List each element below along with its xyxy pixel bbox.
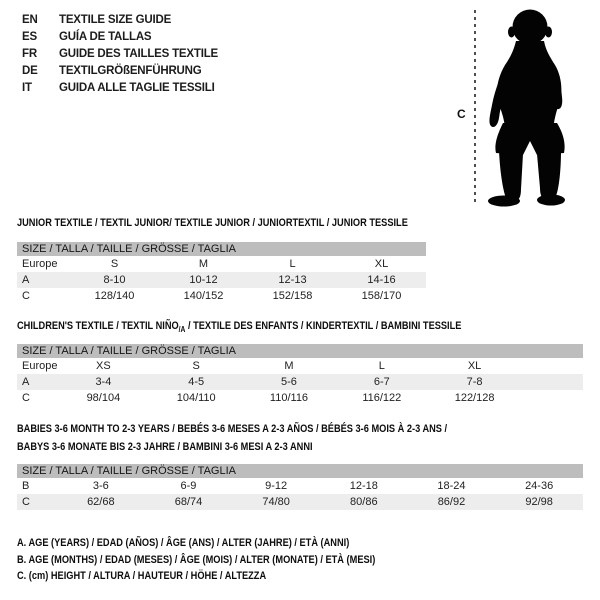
- size-value-cell: XS: [96, 360, 111, 372]
- spacer-cell: [521, 374, 583, 390]
- language-row: [22, 12, 218, 29]
- section-title-junior: JUNIOR TEXTILE / TEXTIL JUNIOR/ TEXTILE JUNIOR / JUNIORTEXTIL / JUNIOR TESSILE: [17, 217, 408, 229]
- babies-size-table: [17, 464, 583, 510]
- legend-line-a: A. AGE (YEARS) / EDAD (AÑOS) / ÂGE (ANS) / ALTER (JAHRE) / ETÀ (ANNI): [17, 537, 350, 549]
- language-code: IT: [22, 82, 32, 94]
- size-value-cell: 6-9: [180, 480, 197, 492]
- size-value-cell: 8-10: [70, 272, 159, 288]
- legend: [17, 535, 375, 585]
- legend-line-b: B. AGE (MONTHS) / EDAD (MESES) / ÂGE (MOIS) / ALTER (MONATE) / ETÀ (MESI): [17, 553, 376, 566]
- size-value-cell: 3-6: [92, 480, 109, 492]
- size-value-cell: S: [110, 258, 119, 270]
- size-value-cell: 4-5: [150, 374, 243, 390]
- size-value-cell: L: [289, 258, 296, 270]
- language-guide-title: TEXTILGRÖßENFÜHRUNG: [59, 65, 202, 77]
- size-value-cell: 98/104: [86, 392, 121, 404]
- table-row: [17, 390, 583, 406]
- section-title-babies-line2: BABYS 3-6 MONATE BIS 2-3 JAHRE / BAMBINI 3-6 MESI A 2-3 ANNI: [17, 441, 313, 453]
- size-value-cell: 3-4: [57, 374, 150, 390]
- table-row: [17, 358, 583, 374]
- language-code: FR: [22, 48, 37, 60]
- table-row: [17, 494, 583, 510]
- row-label-cell: C: [17, 494, 57, 510]
- size-header-cell: SIZE / TALLA / TAILLE / GRÖSSE / TAGLIA: [17, 242, 426, 256]
- language-row: [22, 80, 218, 97]
- size-value-cell: 10-12: [159, 272, 248, 288]
- size-value-cell: 6-7: [335, 374, 428, 390]
- language-guide-title: TEXTILE SIZE GUIDE: [59, 14, 172, 26]
- table-row: [17, 288, 426, 304]
- language-guide-title: GUIDE DES TAILLES TEXTILE: [59, 48, 218, 60]
- row-label-cell: A: [17, 272, 70, 288]
- size-value-cell: 80/86: [320, 494, 408, 510]
- table-row: [17, 374, 583, 390]
- size-value-cell: L: [378, 360, 385, 372]
- table-row: [17, 478, 583, 494]
- children-size-table: [17, 344, 583, 406]
- size-value-cell: 9-12: [265, 480, 288, 492]
- size-value-cell: 24-36: [525, 480, 554, 492]
- size-header-row: [17, 242, 426, 256]
- size-value-cell: 140/152: [183, 290, 224, 302]
- size-value-cell: M: [284, 360, 294, 372]
- section-title-babies: [17, 420, 447, 456]
- language-guide-title: GUIDA ALLE TAGLIE TESSILI: [59, 82, 215, 94]
- size-value-cell: 152/158: [272, 290, 313, 302]
- size-value-cell: 116/122: [362, 392, 402, 404]
- language-code: EN: [22, 14, 38, 26]
- size-header-cell: SIZE / TALLA / TAILLE / GRÖSSE / TAGLIA: [17, 344, 583, 358]
- spacer-cell: [521, 390, 583, 406]
- size-value-cell: 128/140: [94, 290, 135, 302]
- language-guide-title: GUÍA DE TALLAS: [59, 31, 152, 43]
- height-measure-dashed-line: [474, 10, 476, 206]
- section-title-children-post: / TEXTILE DES ENFANTS / KINDERTEXTIL / BAMBINI TESSILE: [185, 320, 462, 332]
- size-value-cell: XL: [374, 258, 389, 270]
- size-value-cell: XL: [467, 360, 482, 372]
- row-label-cell: B: [22, 480, 30, 492]
- size-header-cell: SIZE / TALLA / TAILLE / GRÖSSE / TAGLIA: [17, 464, 583, 478]
- size-value-cell: 104/110: [176, 392, 216, 404]
- row-label-cell: A: [17, 374, 57, 390]
- language-row: [22, 29, 218, 46]
- size-value-cell: 74/80: [232, 494, 320, 510]
- language-row: [22, 63, 218, 80]
- size-value-cell: 158/170: [361, 290, 402, 302]
- language-code: ES: [22, 31, 37, 43]
- section-title-children: [17, 320, 461, 334]
- table-row: [17, 272, 426, 288]
- legend-line-c: C. (cm) HEIGHT / ALTURA / HAUTEUR / HÖHE / ALTEZZA: [17, 570, 267, 582]
- junior-size-table: [17, 242, 426, 304]
- language-code: DE: [22, 65, 38, 77]
- size-value-cell: 14-16: [337, 272, 426, 288]
- spacer-cell: [521, 358, 583, 374]
- section-title-children-sub: /A: [178, 325, 186, 335]
- size-value-cell: 62/68: [57, 494, 145, 510]
- size-value-cell: 5-6: [243, 374, 336, 390]
- size-value-cell: S: [192, 360, 200, 372]
- row-label-cell: C: [22, 290, 30, 302]
- size-value-cell: 12-18: [349, 480, 378, 492]
- size-value-cell: 18-24: [437, 480, 466, 492]
- size-value-cell: 7-8: [428, 374, 521, 390]
- size-value-cell: 92/98: [495, 494, 583, 510]
- size-header-row: [17, 344, 583, 358]
- section-title-children-pre: CHILDREN'S TEXTILE / TEXTIL NIÑO: [17, 320, 179, 332]
- size-header-row: [17, 464, 583, 478]
- row-label-cell: Europe: [22, 360, 57, 372]
- row-label-cell: Europe: [22, 258, 58, 270]
- language-title-list: [22, 12, 218, 97]
- size-value-cell: 110/116: [269, 392, 309, 404]
- size-value-cell: 86/92: [408, 494, 496, 510]
- section-title-babies-line1: BABIES 3-6 MONTH TO 2-3 YEARS / BEBÉS 3-6 MESES A 2-3 AÑOS / BÉBÉS 3-6 MOIS À 2-3 ANS /: [17, 423, 448, 435]
- toddler-silhouette-icon: [483, 5, 577, 207]
- table-row: [17, 256, 426, 272]
- language-row: [22, 46, 218, 63]
- row-label-cell: C: [22, 392, 30, 404]
- size-value-cell: 122/128: [454, 392, 495, 404]
- size-value-cell: 68/74: [145, 494, 233, 510]
- size-value-cell: 12-13: [248, 272, 337, 288]
- size-value-cell: M: [198, 258, 209, 270]
- height-measure-label: C: [457, 107, 466, 121]
